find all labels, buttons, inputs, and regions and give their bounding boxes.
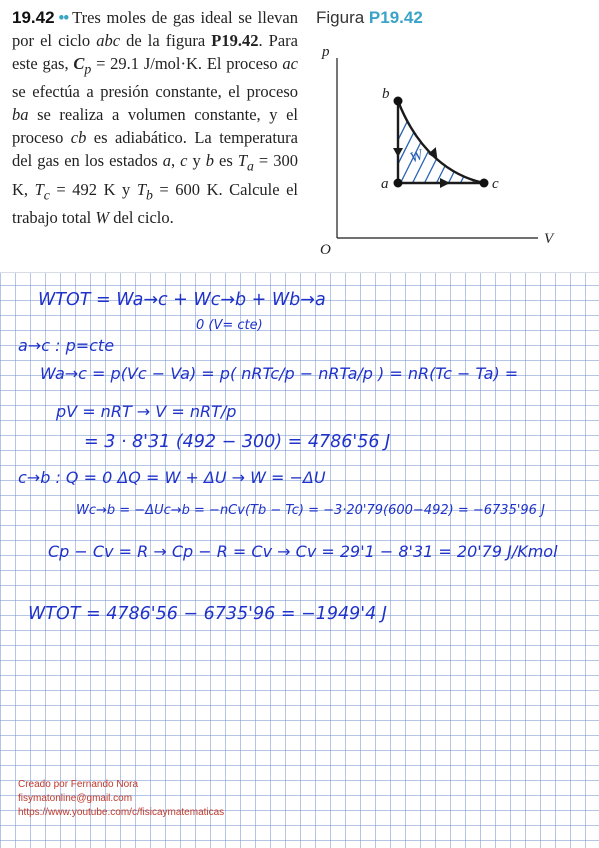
problem-text: se efectúa a presión constante, el proceso	[12, 82, 298, 102]
problem-text: ,	[170, 151, 181, 171]
origin-label: O	[320, 242, 331, 258]
solution-line-2: a→c : p=cte	[18, 336, 115, 355]
point-b	[394, 97, 403, 106]
problem-text: es adiabático. La temperatura del gas en los estados	[12, 128, 298, 171]
cp-symbol: C	[73, 54, 85, 73]
solution-line-1-note: 0 (V= cte)	[196, 318, 263, 333]
subscript-c: c	[43, 186, 50, 202]
point-b-label: b	[382, 86, 390, 102]
process-ba: ba	[12, 105, 29, 125]
process-cb-curve	[398, 101, 484, 183]
figure-title-prefix: Figura	[316, 8, 369, 27]
work-area-label: W	[407, 147, 426, 167]
temperature-symbol: T	[237, 151, 248, 171]
problem-statement	[12, 6, 298, 229]
solution-line-4: pV = nRT → V = nRT/p	[56, 402, 237, 421]
p-axis-label: p	[322, 44, 330, 60]
problem-text: . Para este gas,	[12, 31, 298, 73]
temperature-symbol: T	[34, 179, 44, 199]
figure-title-number: P19.42	[368, 8, 423, 27]
footer-url[interactable]: https://www.youtube.com/c/fisicaymatematicas	[18, 807, 225, 818]
problem-text: Tres moles de gas ideal se llevan por el ciclo	[12, 8, 298, 50]
arrow-right-icon	[440, 178, 450, 188]
solution-line-8: Cp − Cv = R → Cp − R = Cv → Cv = 29'1 − 8'31 = 20'79 J/Kmol	[48, 542, 558, 561]
problem-text: y	[187, 151, 206, 171]
problem-text: de la figura	[120, 31, 212, 50]
state-b: b	[205, 151, 215, 171]
work-area-hatch	[366, 84, 534, 204]
footer-author: Creado por Fernando Nora	[18, 779, 139, 790]
temperature-c: = 492 K y	[49, 179, 137, 199]
temperature-a: = 300 K,	[12, 151, 299, 199]
figure-reference: P19.42	[211, 31, 259, 50]
state-a: a	[162, 151, 171, 171]
problem-text: se realiza a volumen constante, y el proceso	[12, 105, 298, 148]
solution-line-6: c→b : Q = 0 ΔQ = W + ΔU → W = −ΔU	[18, 468, 326, 487]
problem-text: del ciclo.	[109, 207, 174, 227]
process-ac: ac	[282, 54, 298, 73]
point-a	[394, 179, 403, 188]
footer-email[interactable]: fisymatonline@gmail.com	[18, 793, 133, 804]
temperature-symbol: T	[136, 179, 147, 199]
temperature-b: = 600 K. Calcule el trabajo total	[12, 179, 298, 227]
state-c: c	[180, 151, 188, 171]
cp-subscript: p	[84, 61, 92, 77]
solution-line-9: WTOT = 4786'56 − 6735'96 = −1949'4 J	[28, 604, 387, 624]
v-axis-label: V	[544, 231, 554, 247]
point-a-label: a	[381, 176, 389, 192]
solution-line-7: Wc→b = −ΔUc→b = −nCv(Tb − Tc) = −3·20'79(600−492) = −6735'96 J	[76, 503, 545, 518]
work-symbol: W	[95, 207, 110, 227]
point-c	[480, 179, 489, 188]
difficulty-dots: ••	[58, 8, 69, 27]
solution-line-5: = 3 · 8'31 (492 − 300) = 4786'56 J	[84, 432, 391, 452]
pv-diagram-figure	[306, 4, 592, 266]
problem-text: = 29.1 J/mol·K. El proceso	[91, 54, 283, 73]
pv-diagram	[306, 4, 592, 266]
problem-text: es	[214, 151, 238, 171]
cycle-name: abc	[96, 31, 121, 50]
point-c-label: c	[492, 176, 499, 192]
subscript-a: a	[247, 158, 254, 174]
subscript-b: b	[146, 186, 153, 202]
problem-panel	[0, 0, 599, 273]
problem-number: 19.42	[12, 8, 55, 27]
solution-line-3: Wa→c = p(Vc − Va) = p( nRTc/p − nRTa/p ) = nR(Tc − Ta) =	[40, 364, 519, 383]
solution-line-1: WTOT = Wa→c + Wc→b + Wb→a	[38, 290, 326, 310]
process-cb: cb	[70, 128, 87, 148]
